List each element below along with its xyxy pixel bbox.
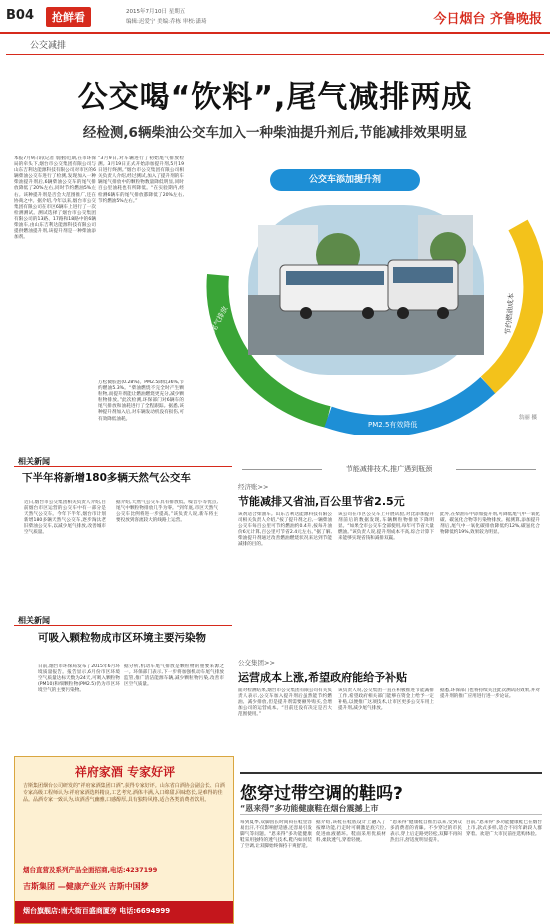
ad-address-strip: [15, 901, 233, 923]
feature-col1: 每到夏季,双脚因长时间闷在鞋里容易出汗,不仅影响舒适感,还容易引发脚气等问题。“恩来得”多功能健康鞋采用独特的透气技术,鞋内如同装了空调,让双脚始终保持干爽舒适。: [240, 820, 312, 850]
ring-label-yellow: 节约燃油成本: [504, 292, 516, 336]
feature-col4: 目前,“恩来得”多功能健康鞋已在烟台上市,款式多样,适合不同年龄段人群穿着。欢迎广大市民前往选购体验。: [466, 820, 542, 838]
bus-graphic-svg: [188, 155, 543, 435]
brief2-col2: 据分析,机动车尾气排放是颗粒物的重要来源之一。环保部门表示,下一步将加强机动车尾气排放监管,推广清洁能源车辆,减少颗粒物污染,改善市区空气质量。: [124, 664, 224, 688]
ad-address: 烟台旗舰店:南大街百盛商厦旁 电话:6694999: [23, 907, 171, 915]
headline: 公交喝“饮料”,尾气减排两成: [77, 80, 473, 115]
photo-credit: 翁丽 摄: [518, 415, 537, 421]
feature-col3: “恩来得”健康鞋自推出以来,受到众多消费者的青睐。不少穿过的市民表示,穿上后走路更轻松,双脚不再闷热出汗,舒适度明显提升。: [390, 820, 462, 844]
feature-top-rule: [240, 772, 542, 774]
brief-col2: 据介绍,天然气公交车具有排放低、噪音小等优点,尾气中颗粒物排放几乎为零。“到年底,市区天然气公交车比例将进一步提高。”该负责人说,新车将主要投放到客流较大的线路上运营。: [116, 500, 218, 524]
brief-title-2: 可吸入颗粒物成市区环境主要污染物: [38, 632, 206, 644]
sub-article-title-2: 运营成本上涨,希望政府能给予补贴: [238, 671, 408, 684]
section-tag: 抢鲜看: [46, 7, 91, 27]
related-news-tag-2: 相关新闻: [18, 616, 50, 625]
column-rule: [6, 54, 544, 55]
sub-article2-col1: 面对检测结果,烟台市公交集团有限公司有关负责人表示,公交车加入提升剂后虽然能节约燃油、减少排放,但是提升剂需要额外购买,会增加公司的运营成本。“目前还没有决定是否大范围使用。”: [238, 688, 332, 718]
ad-body: 吉斯集团烟台公司研发的“祥府家酒集团口酒”,获得专家好评。山东省白酒协会副会长、白酒专家高级工程师认为:祥府家酒选料精良,工艺考究,酒体丰满,入口绵甜,回味悠长,是难得的佳品。品酒专家一致认为,该酒香气幽雅,口感醇厚,具有独特风格,适合各类消费者饮用。: [23, 783, 225, 803]
subheadline: 经检测,6辆柴油公交车加入一种柴油提升剂后,节能减排效果明显: [82, 125, 468, 141]
ad-hotline: 烟台直营及系列产品全面招商,电话:4237199: [23, 866, 158, 874]
brief-col1: 近日,烟台市公交集团相关负责人介绍,目前烟台市区运营的公交车中有一部分是天然气公交车。今年下半年,烟台市计划新增180多辆天然气公交车,逐步淘汰老旧柴油公交车,以减少尾气排放,改善城市空气质量。: [24, 500, 106, 536]
sub-article-title: 节能减排又省油,百公里节省2.5元: [238, 495, 405, 508]
ring-label-green: 降低尾气排放: [202, 305, 230, 346]
issue-date: 2015年7月10日 星期五: [126, 9, 186, 15]
lead-article-col3: 万松微胶泡(0.28%)。PM2.5降低36%,节约燃油5.3%。“柴油燃烧不完全时产生颗粒物,而提升剂能让燃油燃烧更充分,减少颗粒物排放。”此次检测,环保部门对6辆车的尾气排放和油耗进行了全程跟踪。据悉,该种提升剂加入后,对车辆发动机没有损伤,可有效降低油耗。: [98, 380, 184, 422]
feature-subtitle: “恩来得”多功能健康鞋在烟台震撼上市: [240, 804, 379, 813]
masthead: [0, 0, 550, 34]
feature-col2: 据介绍,该鞋在鞋底设计上融入了按摩功能,行走时可刺激足底穴位,促进血液循环。鞋面采用优质材料,柔软透气,穿着轻便。: [316, 820, 386, 844]
strap-line-right: [456, 469, 536, 470]
lead-article-col1: 本报7月9日讯(记者 翁丽)近期,在市环保局的牵头下,烟台市公交集团有限公司与山东吉利达能源科技有限公司对市区的6辆柴油公交车进行了检测,发现加入一种柴油提升剂后,6辆柴油公交车的尾气排放降低了20%左右,同时节约燃油5%左右。该种提升剂是否会大范围推广,还在协商之中。据介绍,今年以来,烟台市公交集团有限公司在市区6辆车上进行了一次检测测试。测试选择了烟台市公交集团有限公司的13路、17路和18路中的6辆柴油车,由山东吉利达能源科技有限公司提供燃油提升剂,该提升剂是一种柴油添加剂。: [14, 156, 96, 241]
editor-credits: 编辑:迟爱宁 美编:乔栋 审校:潇琦: [126, 19, 207, 25]
ad-brand: 吉斯集团 —健康产业兴 吉斯中国梦: [23, 882, 149, 891]
related-rule: [14, 466, 232, 467]
related-news-tag: 相关新闻: [18, 457, 50, 466]
kicker-2: 公交集团>>: [238, 659, 275, 667]
page-code: B04: [6, 8, 34, 23]
related-rule-2: [14, 625, 232, 626]
kicker: 经济账>>: [238, 483, 269, 491]
sub-article-col1: 该剂适合柴油车。山东吉利达能源科技有限公司相关负责人介绍,“按了提升剂之后,一辆柴油公交车每百公里可节约燃油约0.4升,按每升油价6元计算,百公里可节省2.4元左右。”据了解,柴油提升剂通过改善燃油燃烧状况来达到节能减排的目的。: [238, 512, 332, 548]
sub-article2-col2: 该负责人说,公交集团一直在积极推进节能减排工作,希望政府相关部门能够在资金上给予一定补贴,以便推广这项技术,让市区更多公交车用上提升剂,减少尾气排放。: [338, 688, 434, 712]
feature-title: 您穿过带空调的鞋吗?: [240, 784, 403, 804]
brief2-col1: 日前,烟台市环保局发布了2015年6月环境质量报告。报告显示,6月份市区环境空气质量达标天数为24天,可吸入颗粒物(PM10)和细颗粒物(PM2.5)仍为市区环境空气的主要污染物。: [38, 664, 120, 694]
newspaper-name: 今日烟台 齐鲁晚报: [433, 12, 542, 27]
sub-article-col3: 此外,在柴油车中添加提升剂,可降低尾气中一氧化碳、碳氢化合物等污染物排放。据测算,添加提升剂后,尾气中一氧化碳排放降低约12%,碳氢化合物降低约19%,效果较为明显。: [440, 512, 540, 536]
ad-title: 祥府家酒 专家好评: [74, 765, 176, 779]
sub-article-col2: 该公司在市区公交车上开展试验,对比添加提升剂前后的数据发现,车辆颗粒物排放下降明显。“如果全市公交车全部使用,每年可节省大量燃油。”该负责人说,提升剂成本不高,综合计算下来能够实现省钱和减排双赢。: [338, 512, 434, 542]
lead-article-col2: “3月9日,对车辆进行了初始尾气排放检测。3月19日正式开始添加提升剂,5月19日进行终测。”烟台市公交集团有限公司相关负责人介绍,经过测试,加入了提升剂的车辆尾气排放中的颗粒物数量降低明显,同时百公里油耗也有所降低。“在实验期内,经检测6辆车的尾气排放都降低了20%左右,节约燃油5%左右。”: [98, 156, 184, 204]
sub-article2-col3: 据悉,环保部门也将持续关注此次测试的效果,并对提升剂的推广应用进行进一步论证。: [440, 688, 540, 700]
section-strap: [236, 462, 542, 476]
column-label: 公交减排: [30, 41, 67, 51]
strap-text: 节能减排技术,推广遇到瓶颈: [345, 465, 433, 473]
ring-label-blue: PM2.5有效降低: [368, 421, 418, 429]
bus-graphic: [188, 155, 543, 435]
brief-title: 下半年将新增180多辆天然气公交车: [22, 472, 191, 484]
graphic-banner: 公交车添加提升剂: [270, 169, 420, 191]
feature-rule: [240, 814, 542, 815]
advertisement: [14, 756, 234, 924]
